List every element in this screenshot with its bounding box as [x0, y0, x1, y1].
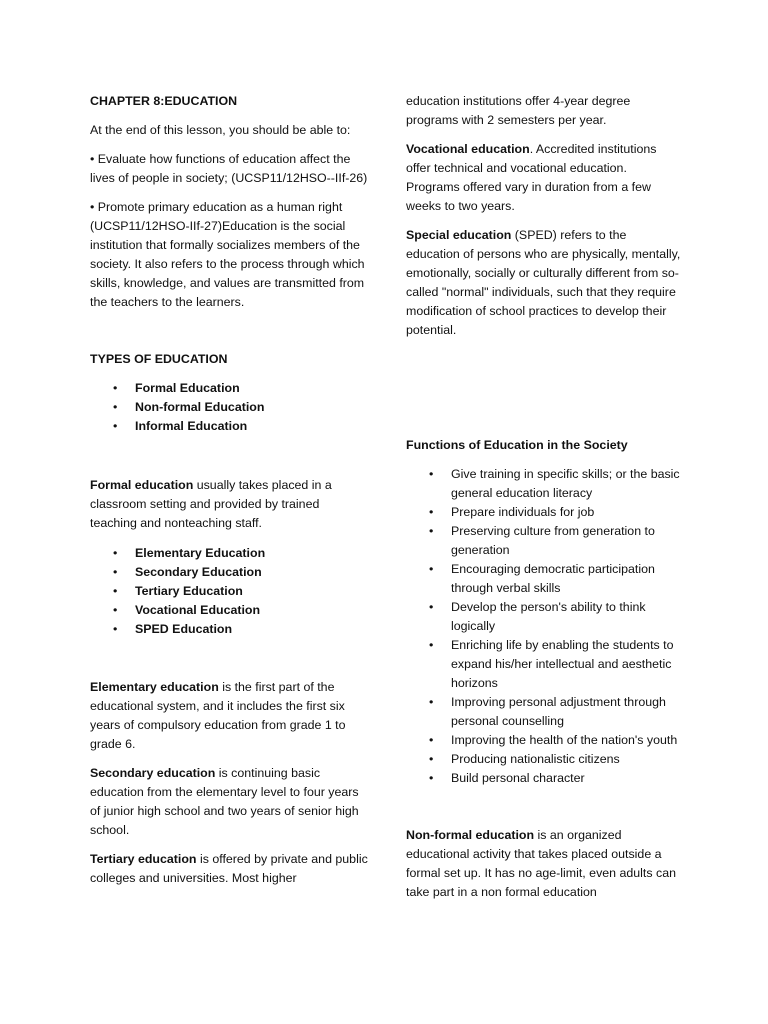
elementary-term: Elementary education	[90, 680, 219, 694]
list-item: • Formal Education	[90, 379, 368, 398]
list-item: • Preserving culture from generation to generation	[406, 522, 681, 560]
list-item: • Give training in specific skills; or the basic general education literacy	[406, 465, 681, 503]
left-column	[90, 92, 368, 888]
types-list	[90, 379, 368, 436]
formal-education-paragraph	[90, 476, 368, 533]
list-item: • Enriching life by enabling the students to expand his/her intellectual and aesthetic horizons	[406, 636, 681, 693]
elementary-paragraph	[90, 678, 368, 754]
nonformal-term: Non-formal education	[406, 828, 535, 842]
elementary-text: is the first part of the educational system, and it includes the first six years of compulsory education from grade 1 to grade 6.	[90, 680, 346, 751]
formal-types-list	[90, 544, 368, 639]
objective-1: • Evaluate how functions of education affect the lives of people in society; (UCSP11/12HSO--IIf-26)	[90, 152, 368, 185]
list-item: • Tertiary Education	[90, 582, 368, 601]
vocational-term: Vocational education	[406, 142, 530, 156]
list-item: • SPED Education	[90, 620, 368, 639]
secondary-paragraph	[90, 764, 368, 840]
right-column	[406, 92, 681, 902]
list-item: • Non-formal Education	[90, 398, 368, 417]
list-item: • Improving the health of the nation's youth	[406, 731, 681, 750]
list-item: • Encouraging democratic participation through verbal skills	[406, 560, 681, 598]
secondary-text: is continuing basic education from the elementary level to four years of junior high school and two years of senior high school.	[90, 766, 359, 837]
functions-heading: Functions of Education in the Society	[406, 438, 628, 452]
list-item: • Improving personal adjustment through personal counselling	[406, 693, 681, 731]
tertiary-term: Tertiary education	[90, 852, 197, 866]
functions-list	[406, 465, 681, 788]
intro-text: At the end of this lesson, you should be able to:	[90, 123, 351, 137]
list-item: • Vocational Education	[90, 601, 368, 620]
list-item: • Informal Education	[90, 417, 368, 436]
list-item: • Producing nationalistic citizens	[406, 750, 681, 769]
objective-2: • Promote primary education as a human right (UCSP11/12HSO-IIf-27)Education is the social institution that formally socializes members of the society. It also refers to the process through which skills, knowledge, and values are transmitted from the teachers to the learners.	[90, 200, 365, 309]
tertiary-continued: education institutions offer 4-year degree programs with 2 semesters per year.	[406, 94, 631, 127]
list-item: • Elementary Education	[90, 544, 368, 563]
chapter-title: CHAPTER 8:EDUCATION	[90, 94, 238, 108]
list-item: • Develop the person's ability to think logically	[406, 598, 681, 636]
list-item: • Prepare individuals for job	[406, 503, 681, 522]
formal-education-text: usually takes placed in a classroom setting and provided by trained teaching and nonteaching staff.	[90, 478, 332, 530]
tertiary-text: is offered by private and public colleges and universities. Most higher	[90, 852, 368, 885]
nonformal-paragraph	[406, 826, 681, 902]
list-item: • Build personal character	[406, 769, 681, 788]
special-paragraph	[406, 226, 681, 340]
nonformal-text: is an organized educational activity that takes placed outside a formal set up. It has no age-limit, even adults can take part in a non formal education	[406, 828, 676, 899]
vocational-text: . Accredited institutions offer technical and vocational education. Programs offered vary in duration from a few weeks to two years.	[406, 142, 657, 213]
secondary-term: Secondary education	[90, 766, 216, 780]
special-text: (SPED) refers to the education of persons who are physically, mentally, emotionally, socially or culturally different from so-called "normal" individuals, such that they require modification of school practices to develop their potential.	[406, 228, 681, 337]
special-term: Special education	[406, 228, 512, 242]
vocational-paragraph	[406, 140, 681, 216]
list-item: • Secondary Education	[90, 563, 368, 582]
tertiary-paragraph	[90, 850, 368, 888]
types-heading: TYPES OF EDUCATION	[90, 352, 228, 366]
formal-education-term: Formal education	[90, 478, 194, 492]
